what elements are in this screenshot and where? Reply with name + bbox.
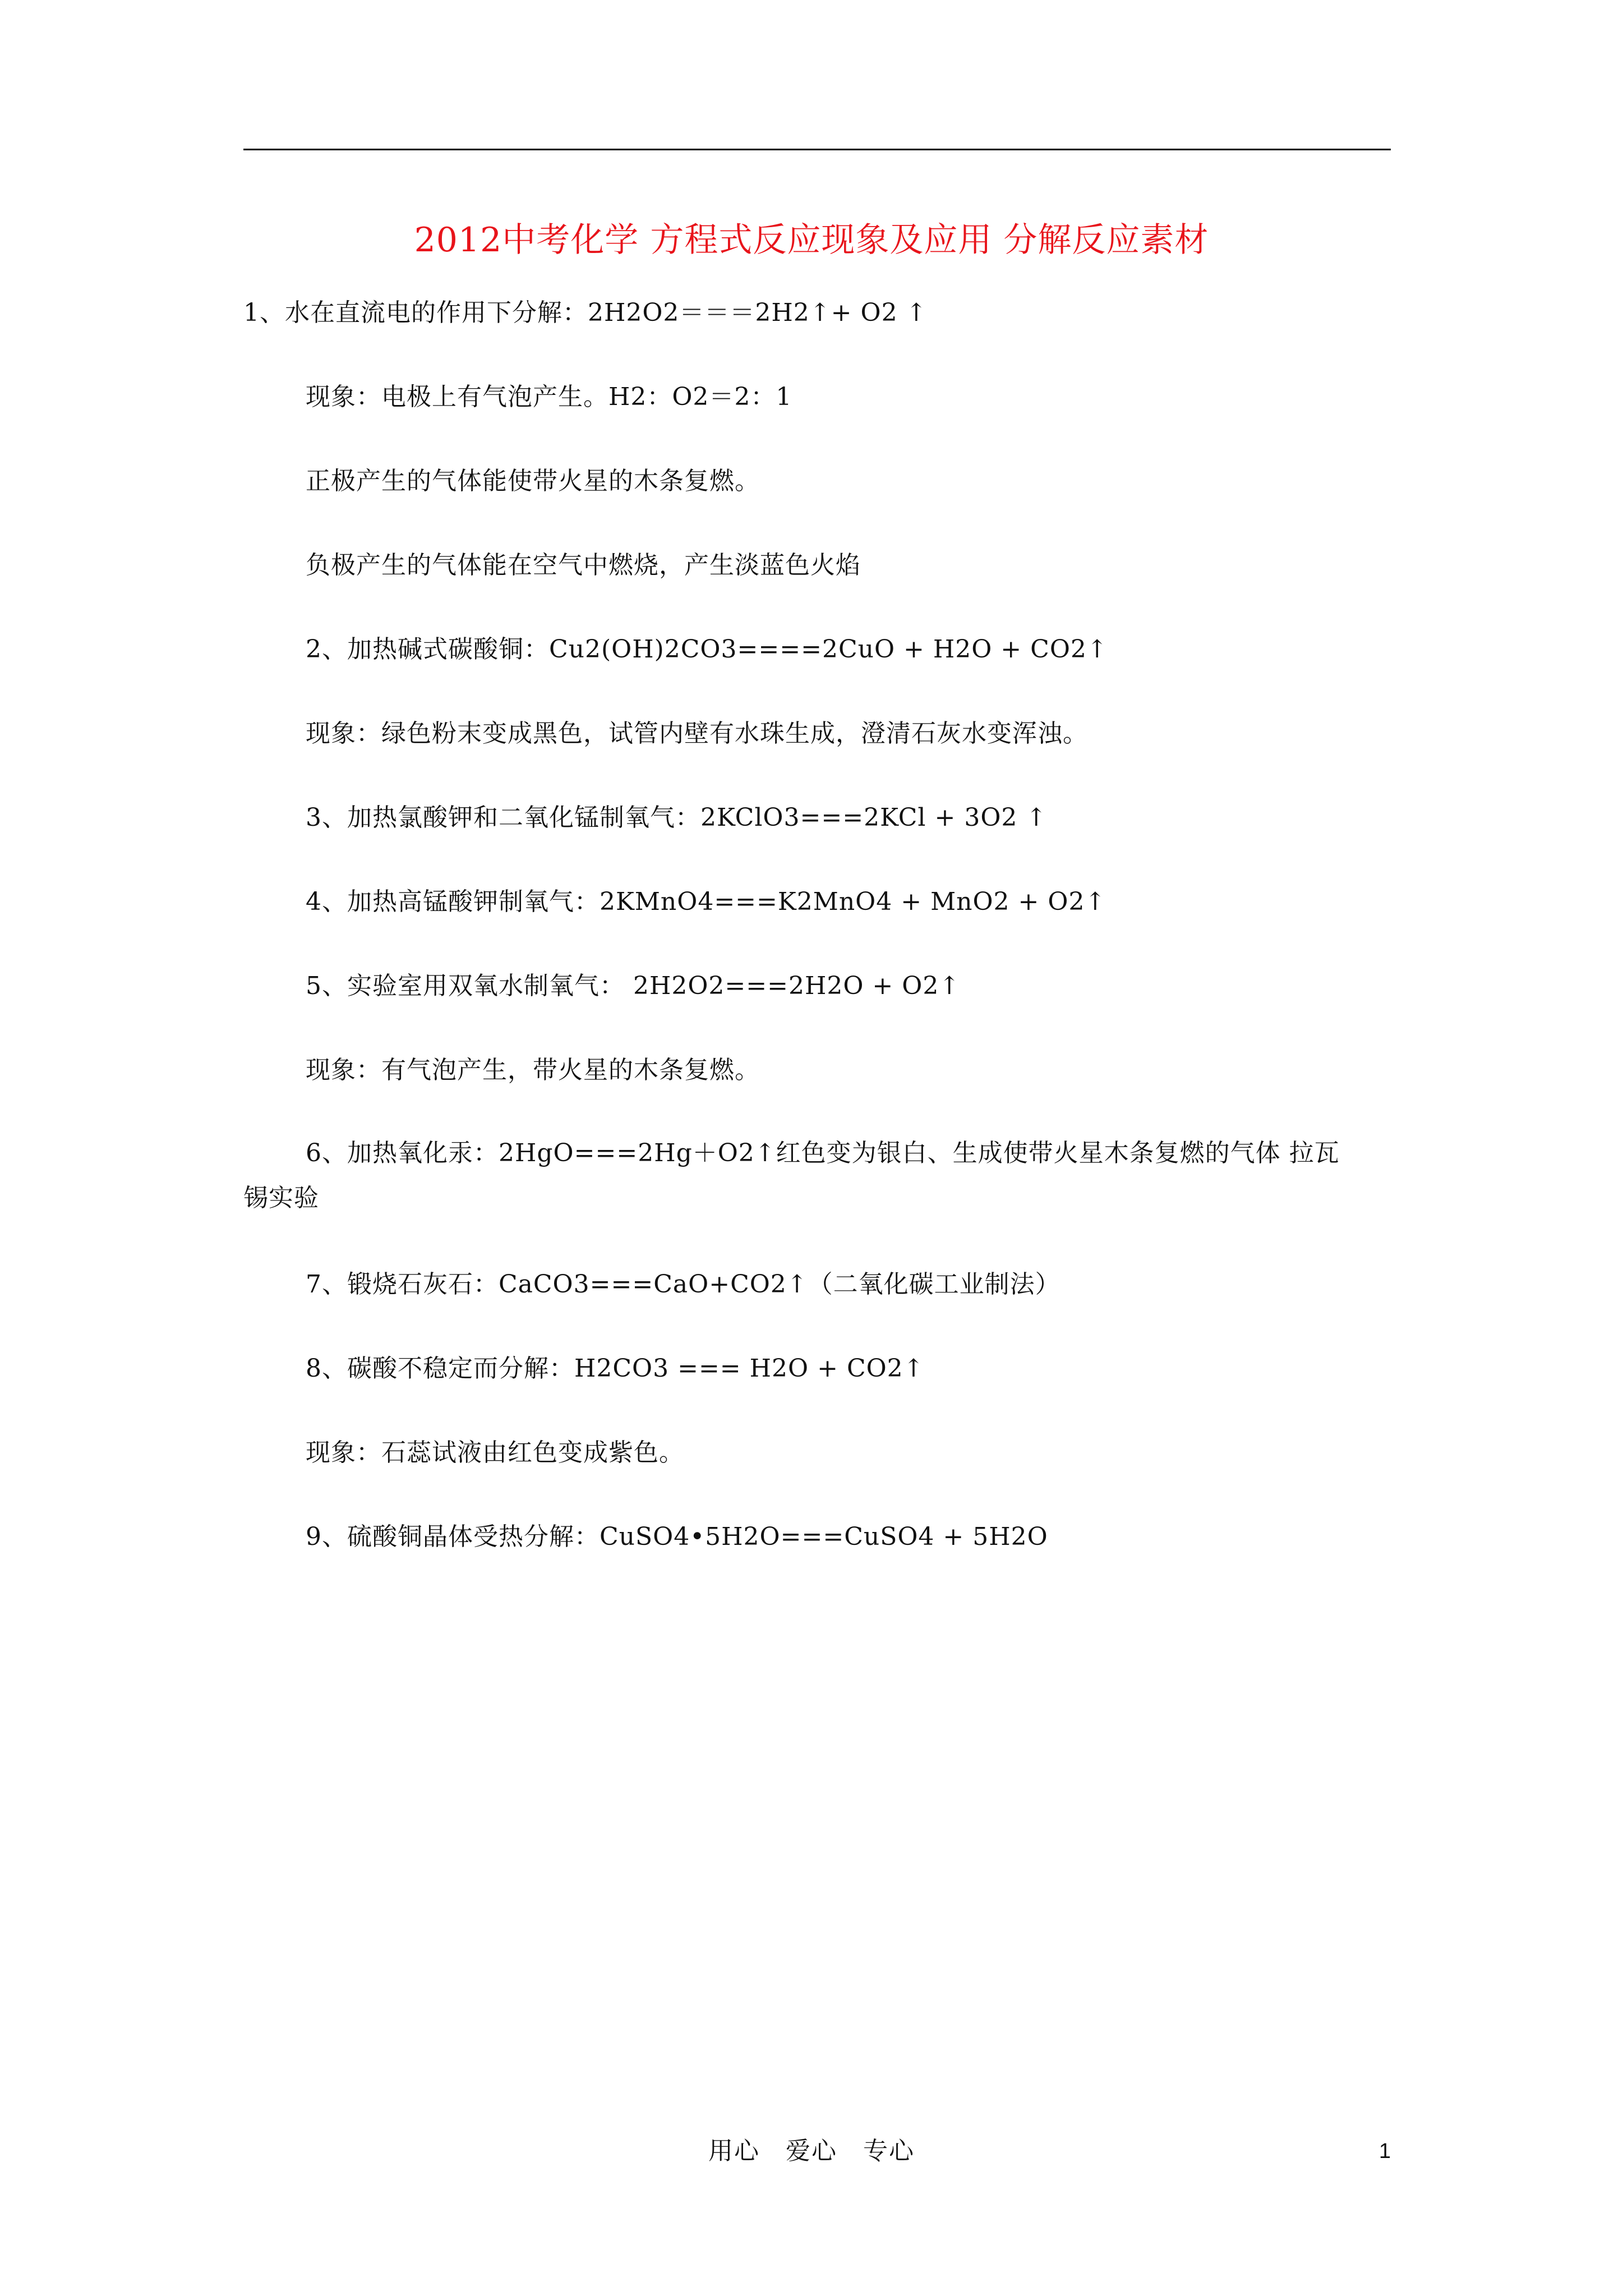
paragraph-11-line-1: 6、加热氧化汞：2HgO===2Hg＋O2↑红色变为银白、生成使带火星木条复燃的气体 拉瓦	[306, 1139, 1340, 1167]
paragraph-3: 正极产生的气体能使带火星的木条复燃。	[306, 467, 760, 495]
paragraph-4: 负极产生的气体能在空气中燃烧，产生淡蓝色火焰	[306, 551, 861, 579]
paragraph-11-line-2: 锡实验	[243, 1184, 319, 1212]
paragraph-13: 8、碳酸不稳定而分解：H2CO3 === H2O + CO2↑	[306, 1354, 925, 1383]
page-number: 1	[1378, 2139, 1391, 2163]
paragraph-2: 现象：电极上有气泡产生。H2：O2＝2：1	[306, 383, 792, 411]
footer-motto: 用心 爱心 专心	[708, 2137, 915, 2165]
paragraph-7: 3、加热氯酸钾和二氧化锰制氧气：2KClO3===2KCl + 3O2 ↑	[306, 803, 1048, 832]
paragraph-12: 7、锻烧石灰石：CaCO3===CaO+CO2↑（二氧化碳工业制法）	[306, 1270, 1061, 1299]
header-rule	[243, 149, 1391, 150]
paragraph-11	[243, 1131, 1391, 1221]
paragraph-15: 9、硫酸铜晶体受热分解：CuSO4•5H2O===CuSO4 + 5H2O	[306, 1522, 1048, 1551]
paragraph-6: 现象：绿色粉末变成黑色，试管内壁有水珠生成，澄清石灰水变浑浊。	[306, 719, 1088, 748]
paragraph-8: 4、加热高锰酸钾制氧气：2KMnO4===K2MnO4 + MnO2 + O2↑	[306, 887, 1106, 916]
paragraph-5: 2、加热碱式碳酸铜：Cu2(OH)2CO3====2CuO + H2O + CO2↑	[306, 635, 1108, 664]
paragraph-1: 1、水在直流电的作用下分解：2H2O2＝＝＝2H2↑+ O2 ↑	[243, 298, 928, 327]
paragraph-10: 现象：有气泡产生，带火星的木条复燃。	[306, 1056, 760, 1084]
paragraph-14: 现象：石蕊试液由红色变成紫色。	[306, 1438, 684, 1467]
document-title: 2012中考化学 方程式反应现象及应用 分解反应素材	[414, 220, 1209, 260]
paragraph-9: 5、实验室用双氧水制氧气： 2H2O2===2H2O + O2↑	[306, 972, 961, 1000]
